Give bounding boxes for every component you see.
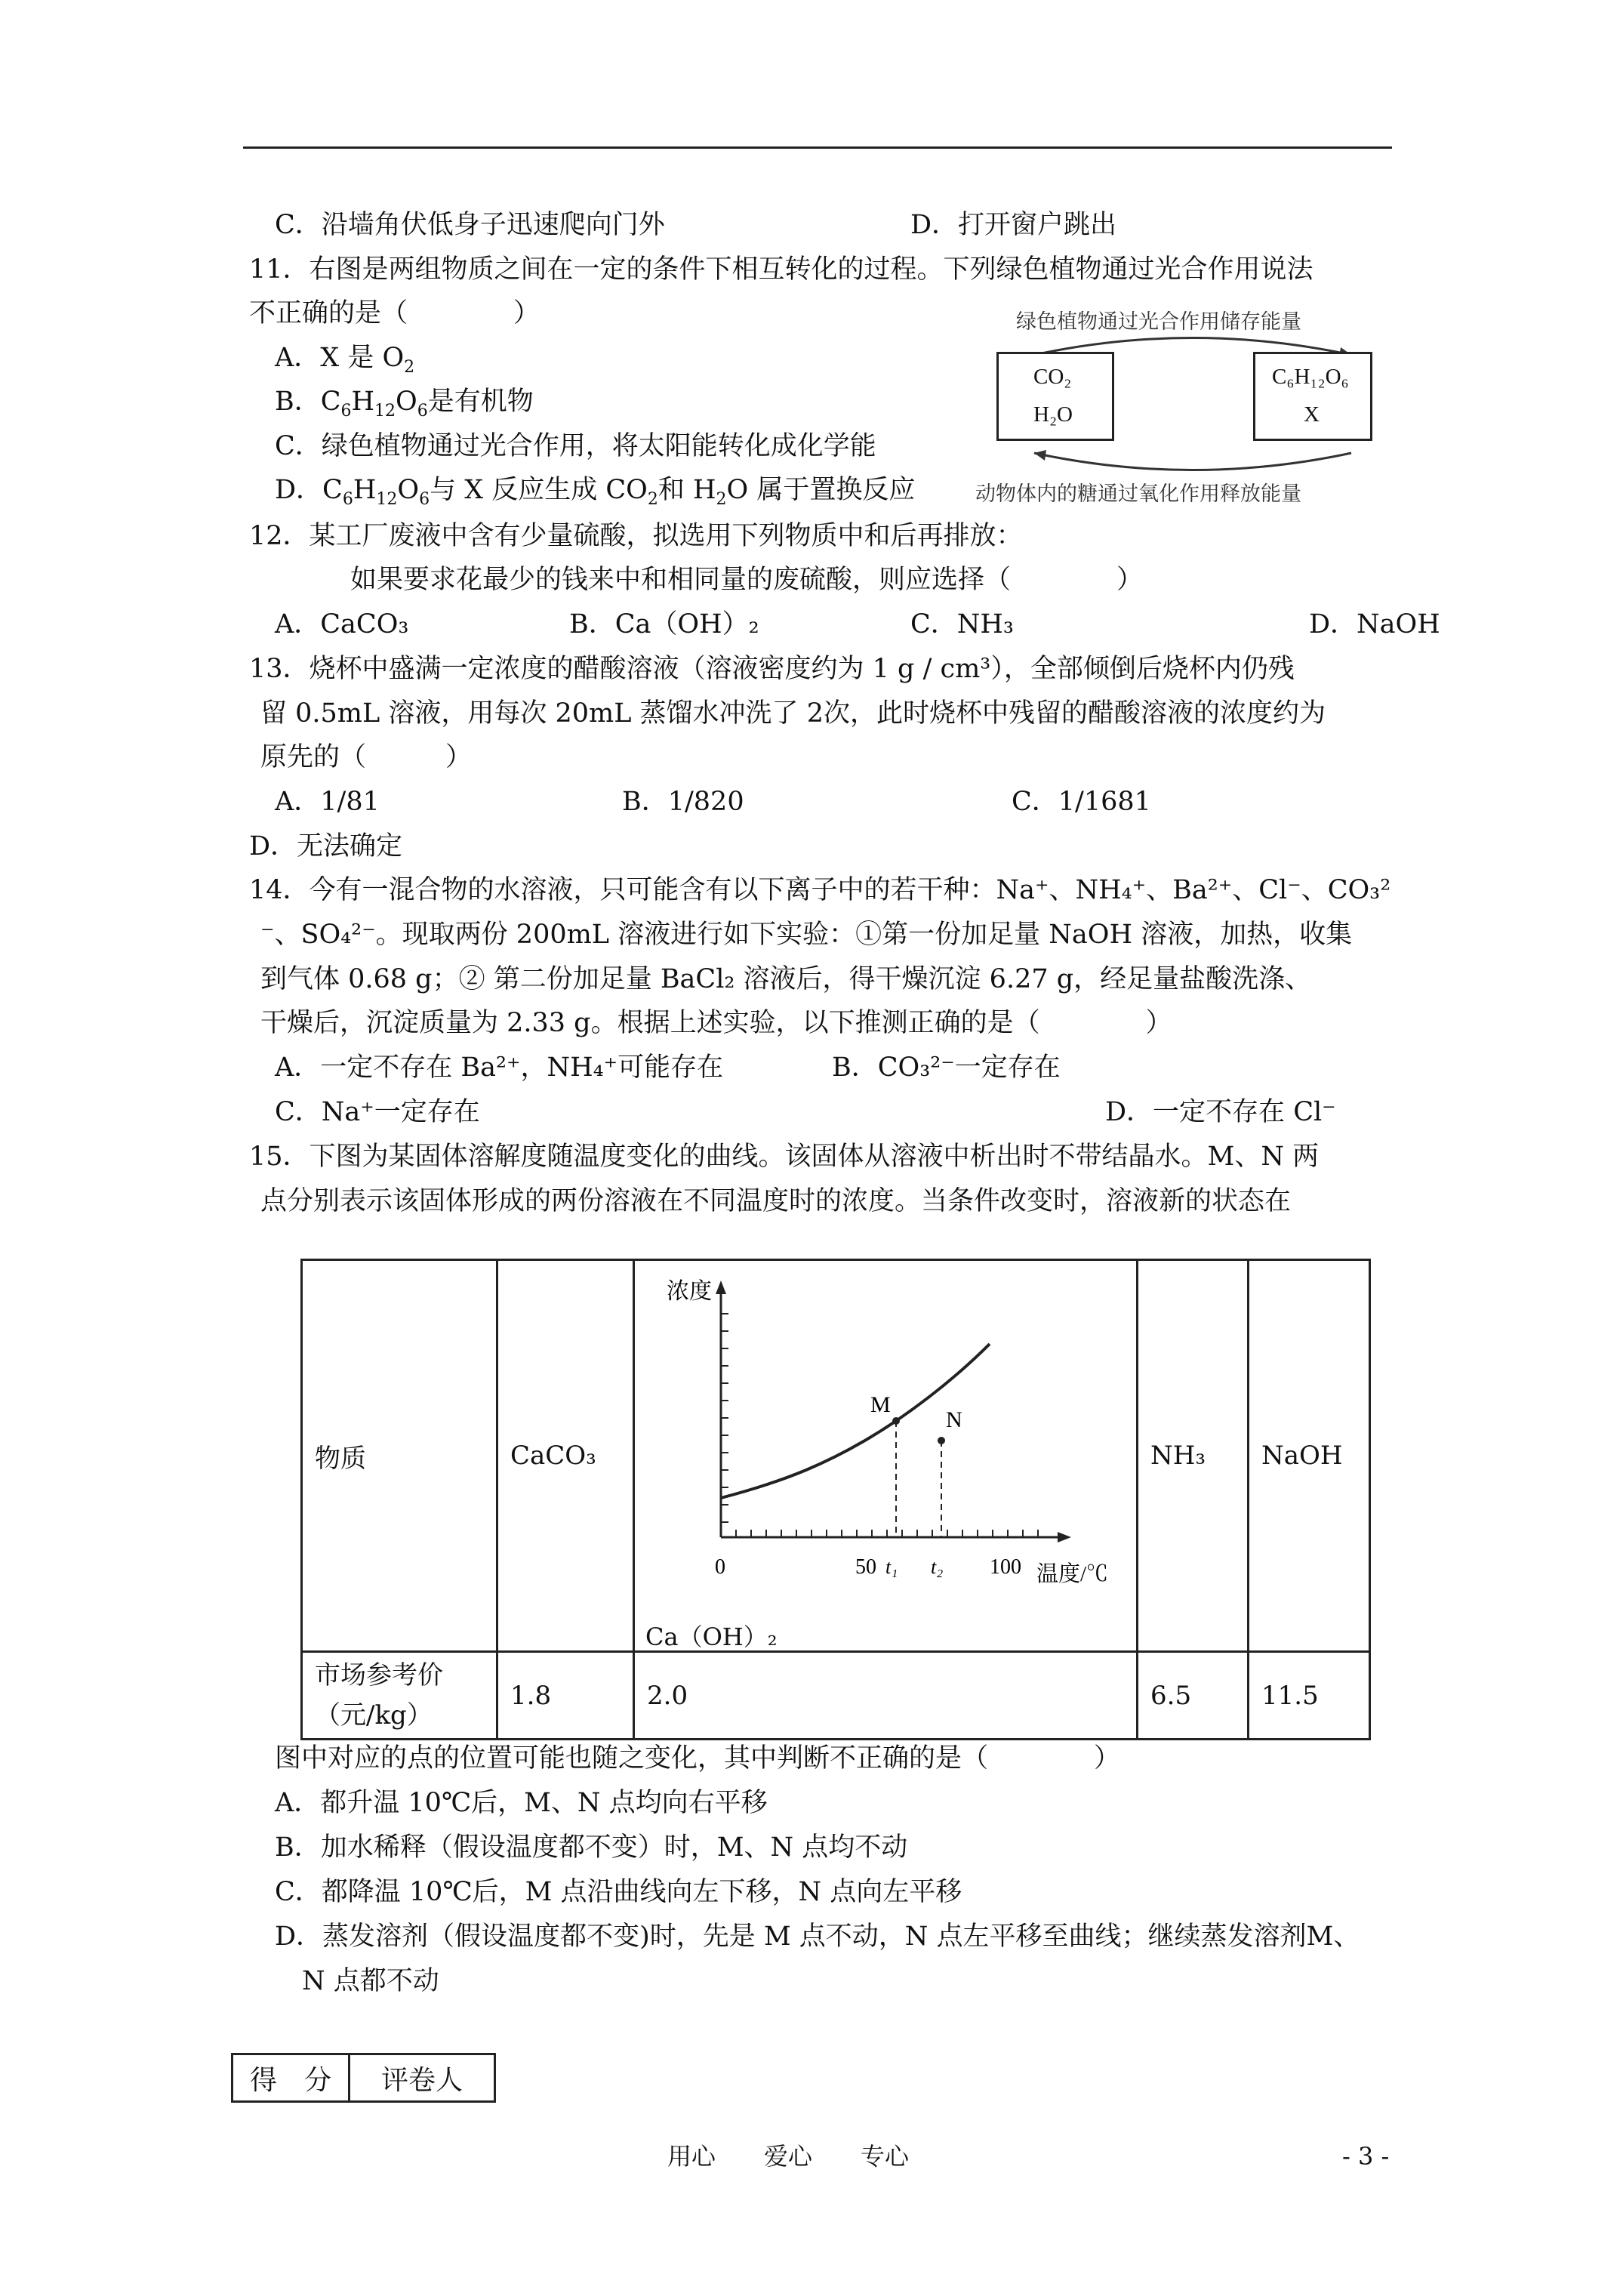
grader-cell: 评卷人 bbox=[350, 2054, 495, 2102]
diagram-x: X bbox=[1304, 402, 1320, 427]
x-tick-label-t1: t₁ bbox=[885, 1556, 898, 1578]
price-table bbox=[300, 1259, 1371, 1740]
x-tick-label-0: 0 bbox=[715, 1555, 725, 1579]
q15-stem-line2: 点分别表示该固体形成的两份溶液在不同温度时的浓度。当条件改变时，溶液新的状态在 bbox=[260, 1186, 1292, 1216]
table-cell: NH₃ bbox=[1138, 1260, 1249, 1652]
q15-option-d-line2: N 点都不动 bbox=[302, 1966, 439, 1996]
q15-stem-line1: 15．下图为某固体溶解度随温度变化的曲线。该固体从溶液中析出时不带结晶水。M、N 两 bbox=[249, 1142, 1320, 1172]
q14-stem-line1: 14．今有一混合物的水溶液，只可能含有以下离子中的若干种：Na⁺、NH₄⁺、Ba²⁺、Cl⁻、CO₃² bbox=[249, 875, 1391, 905]
table-row-substance bbox=[302, 1260, 1370, 1652]
diagram-h2o: H₂O bbox=[1033, 402, 1073, 427]
q14-stem-line4: 干燥后，沉淀质量为 2.33 g。根据上述实验，以下推测正确的是（ ） bbox=[260, 1008, 1172, 1038]
y-axis bbox=[716, 1281, 726, 1537]
table-cell-price-label bbox=[302, 1652, 497, 1740]
q14-stem-line2: ⁻、SO₄²⁻。现取两份 200mL 溶液进行如下实验：①第一份加足量 NaOH 溶液，加热，收集 bbox=[260, 920, 1353, 950]
diagram-co2: CO₂ bbox=[1033, 365, 1072, 389]
q13-option-b: B．1/820 bbox=[622, 787, 744, 817]
table-cell: 1.8 bbox=[497, 1652, 634, 1740]
x-tick-label-t2: t₂ bbox=[931, 1556, 944, 1578]
q13-option-c: C．1/1681 bbox=[1012, 787, 1151, 817]
table-cell: 6.5 bbox=[1138, 1652, 1249, 1740]
solubility-chart bbox=[635, 1261, 1136, 1653]
table-cell-chart bbox=[634, 1260, 1138, 1652]
q11-stem-line1: 11．右图是两组物质之间在一定的条件下相互转化的过程。下列绿色植物通过光合作用说法 bbox=[249, 254, 1313, 285]
table-cell: 物质 bbox=[302, 1260, 497, 1652]
q13-stem-line1: 13．烧杯中盛满一定浓度的醋酸溶液（溶液密度约为 1 g / cm³），全部倾倒后烧杯内仍残 bbox=[249, 654, 1295, 684]
x-tick-label-50: 50 bbox=[855, 1555, 876, 1579]
point-n-label: N bbox=[946, 1407, 962, 1432]
y-axis-label: 浓度 bbox=[667, 1279, 712, 1304]
point-n bbox=[938, 1437, 945, 1444]
q11-option-d: D．$C_6H_{12}O_6$与 X 反应生成 $CO_2$和 $H_2O$ 属于置换反应 bbox=[275, 475, 916, 509]
page-number: - 3 - bbox=[1342, 2142, 1390, 2171]
point-m bbox=[892, 1417, 900, 1425]
q12-stem-line2: 如果要求花最少的钱来中和相同量的废硫酸，则应选择（ ） bbox=[350, 565, 1144, 595]
q10-option-d: D．打开窗户跳出 bbox=[910, 210, 1117, 240]
q15-option-a: A．都升温 10℃后，M、N 点均向右平移 bbox=[275, 1788, 768, 1818]
q12-option-b: B．Ca（OH）₂ bbox=[569, 609, 759, 639]
q14-option-c: C．Na⁺一定存在 bbox=[275, 1097, 480, 1127]
q13-stem-line2: 留 0.5mL 溶液，用每次 20mL 蒸馏水冲洗了 2次，此时烧杯中残留的醋酸溶液的浓度约为 bbox=[260, 698, 1326, 729]
q13-option-a: A．1/81 bbox=[275, 787, 380, 817]
table-cell: 11.5 bbox=[1249, 1652, 1370, 1740]
q15-option-c: C．都降温 10℃后，M 点沿曲线向左下移，N 点向左平移 bbox=[275, 1877, 962, 1907]
table-cell: 2.0 bbox=[634, 1652, 1138, 1740]
x-ticks bbox=[736, 1530, 1038, 1537]
q14-option-a: A．一定不存在 Ba²⁺，NH₄⁺可能存在 bbox=[275, 1052, 724, 1083]
q14-option-b: B．CO₃²⁻一定存在 bbox=[832, 1052, 1061, 1083]
diagram-glucose: C₆H₁₂O₆ bbox=[1272, 365, 1349, 389]
q11-option-a: A．X 是 $O_2$ bbox=[275, 343, 415, 377]
q11-option-b: B．$C_6H_{12}O_6$是有机物 bbox=[275, 387, 534, 421]
x-tick-label-100: 100 bbox=[990, 1555, 1021, 1579]
diagram-right-box bbox=[1253, 352, 1372, 441]
q12-option-d: D．NaOH bbox=[1309, 609, 1440, 639]
q12-option-a: A．CaCO₃ bbox=[275, 609, 409, 639]
table-cell: CaCO₃ bbox=[497, 1260, 634, 1652]
footer-motto: 用心 爱心 专心 bbox=[667, 2142, 910, 2171]
diagram-bottom-caption: 动物体内的糖通过氧化作用释放能量 bbox=[975, 482, 1301, 505]
score-cell: 得 分 bbox=[233, 2054, 350, 2102]
diagram-left-box bbox=[996, 352, 1114, 441]
header-rule bbox=[243, 146, 1392, 149]
point-m-label: M bbox=[870, 1392, 891, 1417]
q15-option-d-line1: D．蒸发溶剂（假设温度都不变)时，先是 M 点不动，N 点左平移至曲线；继续蒸发溶剂M、 bbox=[275, 1922, 1360, 1952]
q13-option-d: D．无法确定 bbox=[249, 831, 403, 861]
q13-stem-line3: 原先的（ ） bbox=[260, 742, 473, 772]
caoh-label: Ca（OH）₂ bbox=[645, 1623, 778, 1651]
x-axis-label: 温度/℃ bbox=[1036, 1562, 1109, 1586]
q12-stem-line1: 12．某工厂废液中含有少量硫酸，拟选用下列物质中和后再排放： bbox=[249, 521, 1023, 551]
q11-option-c: C．绿色植物通过光合作用，将太阳能转化成化学能 bbox=[275, 431, 876, 461]
q15-option-b: B．加水稀释（假设温度都不变）时，M、N 点均不动 bbox=[275, 1832, 908, 1863]
q12-option-c: C．NH₃ bbox=[910, 609, 1014, 639]
q11-stem-line2: 不正确的是（ ） bbox=[249, 298, 540, 328]
q14-stem-line3: 到气体 0.68 g；② 第二份加足量 BaCl₂ 溶液后，得干燥沉淀 6.27 g，经足量盐酸洗涤、 bbox=[260, 964, 1312, 994]
q10-option-c: C．沿墙角伏低身子迅速爬向门外 bbox=[275, 210, 665, 240]
table-cell: NaOH bbox=[1249, 1260, 1370, 1652]
score-box bbox=[231, 2053, 496, 2103]
price-label: 市场参考价 bbox=[315, 1660, 443, 1690]
price-unit: （元/kg） bbox=[315, 1700, 433, 1730]
q15-stem-line3: 图中对应的点的位置可能也随之变化，其中判断不正确的是（ ） bbox=[275, 1743, 1121, 1774]
table-row-price bbox=[302, 1652, 1370, 1740]
q14-option-d: D．一定不存在 Cl⁻ bbox=[1105, 1097, 1336, 1127]
diagram-top-caption: 绿色植物通过光合作用储存能量 bbox=[1016, 310, 1301, 333]
